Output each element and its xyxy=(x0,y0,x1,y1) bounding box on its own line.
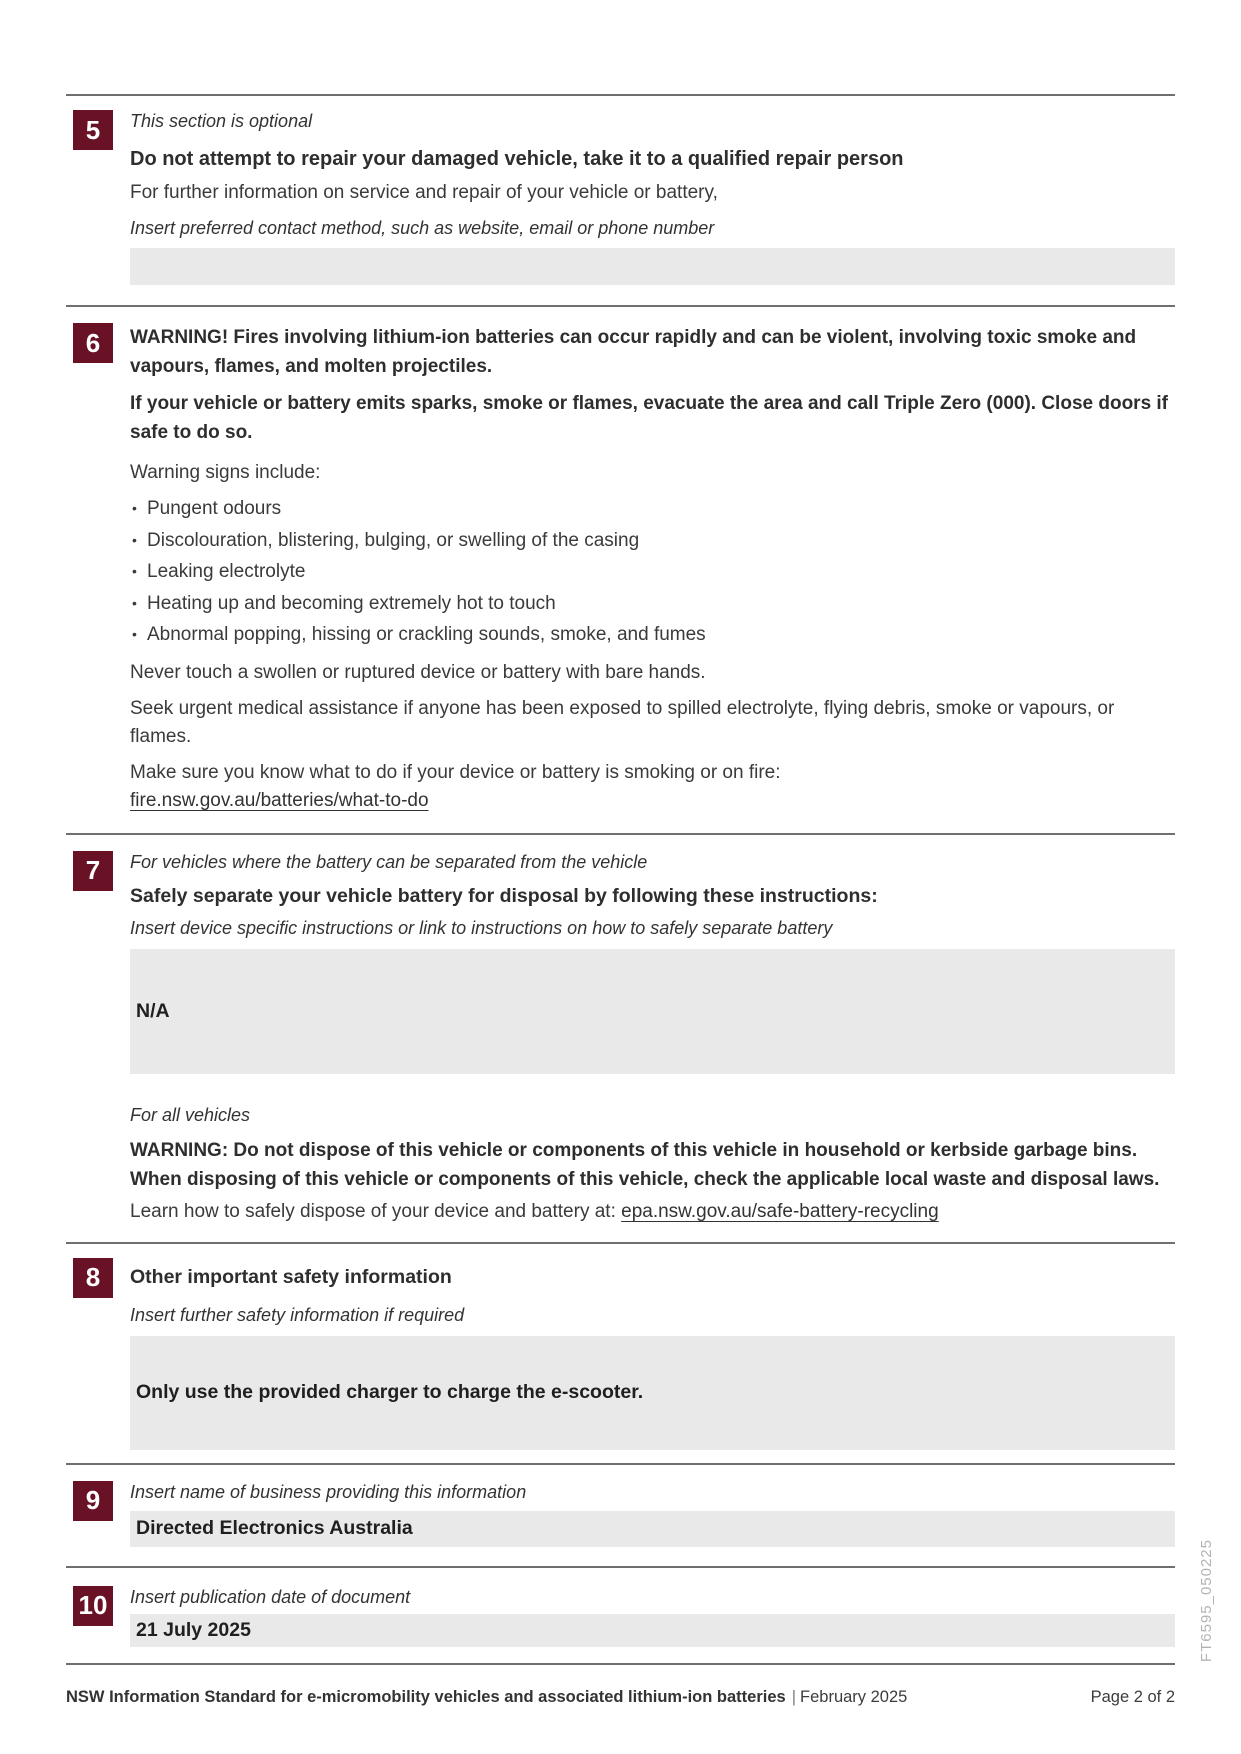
section-6 xyxy=(66,307,1175,833)
section-7-number-badge: 7 xyxy=(73,851,113,891)
footer-date: February 2025 xyxy=(800,1687,908,1706)
section-9-badge-column xyxy=(66,1481,130,1547)
section-6-paragraph-1: Never touch a swollen or ruptured device or battery with bare hands. xyxy=(130,661,706,683)
section-8-number-badge: 8 xyxy=(73,1258,113,1298)
fire-nsw-link[interactable]: fire.nsw.gov.au/batteries/what-to-do xyxy=(130,789,429,811)
section-6-badge-column xyxy=(66,323,130,815)
section-5-badge-column xyxy=(66,110,130,285)
section-5-number-badge: 5 xyxy=(73,110,113,150)
section-5-field-hint: Insert preferred contact method, such as website, email or phone number xyxy=(130,218,715,238)
section-7-applicability-hint: For vehicles where the battery can be separated from the vehicle xyxy=(130,851,648,872)
footer-title-text: NSW Information Standard for e-micromobility vehicles and associated lithium-ion batteries xyxy=(66,1687,786,1706)
section-5 xyxy=(66,96,1175,305)
warning-signs-list xyxy=(130,493,1175,651)
section-5-heading: Do not attempt to repair your damaged vehicle, take it to a qualified repair person xyxy=(130,148,904,170)
footer-page-number: Page 2 of 2 xyxy=(1090,1687,1175,1706)
section-8-badge-column xyxy=(66,1258,130,1450)
section-5-optional-hint: This section is optional xyxy=(130,111,313,131)
section-6-paragraph-2: Seek urgent medical assistance if anyone has been exposed to spilled electrolyte, flying debris, smoke or vapours, or flames. xyxy=(130,697,1115,747)
form-reference-code: FT6595_050225 xyxy=(1198,1538,1215,1662)
section-9-field-hint: Insert name of business providing this information xyxy=(130,1481,527,1502)
section-8-field-hint: Insert further safety information if required xyxy=(130,1304,465,1325)
section-6-number-badge: 6 xyxy=(73,323,113,363)
disposal-warning: WARNING: Do not dispose of this vehicle or components of this vehicle in household or kerbside garbage bins. When disposing of this vehicle or components of this vehicle, check the applicable local waste and disposal laws. xyxy=(130,1139,1160,1190)
other-safety-info-field[interactable]: Only use the provided charger to charge the e-scooter. xyxy=(130,1336,1175,1450)
section-10-badge-column xyxy=(66,1586,130,1647)
all-vehicles-hint: For all vehicles xyxy=(130,1104,251,1125)
disposal-advice-text: Learn how to safely dispose of your device and battery at: xyxy=(130,1200,622,1222)
epa-nsw-link[interactable]: epa.nsw.gov.au/safe-battery-recycling xyxy=(621,1200,939,1222)
section-7 xyxy=(66,835,1175,1242)
list-item: • Heating up and becoming extremely hot to touch xyxy=(130,588,1175,620)
contact-method-field[interactable] xyxy=(130,248,1175,285)
list-item: • Abnormal popping, hissing or crackling sounds, smoke, and fumes xyxy=(130,619,1175,651)
business-name-field[interactable]: Directed Electronics Australia xyxy=(130,1511,1175,1547)
section-6-warning-1: WARNING! Fires involving lithium-ion batteries can occur rapidly and can be violent, involving toxic smoke and vapours, flames, and molten projectiles. xyxy=(130,327,1137,377)
footer-document-title xyxy=(66,1687,907,1707)
disposal-paragraph xyxy=(130,1198,1175,1226)
battery-separation-instructions-field[interactable]: N/A xyxy=(130,949,1175,1074)
section-7-heading: Safely separate your vehicle battery for disposal by following these instructions: xyxy=(130,884,878,907)
section-6-warning-2: If your vehicle or battery emits sparks, smoke or flames, evacuate the area and call Triple Zero (000). Close doors if safe to do so. xyxy=(130,393,1169,443)
fire-advice-text: Make sure you know what to do if your device or battery is smoking or on fire: xyxy=(130,761,781,783)
publication-date-field[interactable]: 21 July 2025 xyxy=(130,1614,1175,1647)
section-8-heading: Other important safety information xyxy=(130,1265,452,1288)
footer-separator: | xyxy=(791,1687,797,1706)
list-item: • Leaking electrolyte xyxy=(130,556,1175,588)
section-7-badge-column xyxy=(66,851,130,1226)
list-item: • Discolouration, blistering, bulging, or swelling of the casing xyxy=(130,525,1175,557)
list-item: • Pungent odours xyxy=(130,493,1175,525)
section-8 xyxy=(66,1244,1175,1463)
section-10-field-hint: Insert publication date of document xyxy=(130,1586,411,1607)
section-10-number-badge: 10 xyxy=(73,1586,113,1626)
page-footer xyxy=(66,1665,1175,1707)
section-6-paragraph-3 xyxy=(130,759,1175,815)
section-7-field-hint: Insert device specific instructions or link to instructions on how to safely separate battery xyxy=(130,917,833,938)
warning-signs-intro: Warning signs include: xyxy=(130,462,321,483)
section-5-body-text: For further information on service and repair of your vehicle or battery, xyxy=(130,182,718,203)
section-9 xyxy=(66,1465,1175,1566)
section-9-number-badge: 9 xyxy=(73,1481,113,1521)
section-10 xyxy=(66,1568,1175,1663)
